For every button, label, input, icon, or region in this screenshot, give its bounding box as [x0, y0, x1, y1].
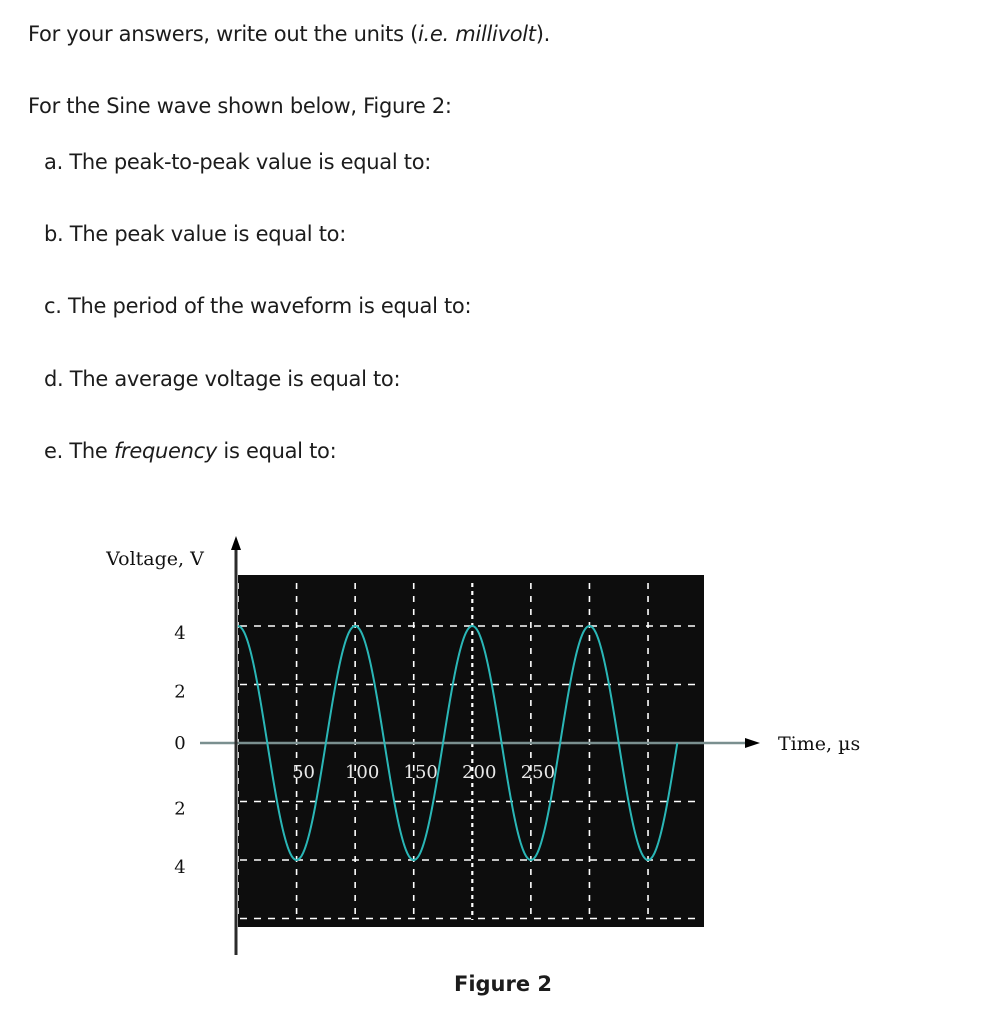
x-tick-label: 50	[292, 762, 316, 783]
question-text: The period of the waveform is equal to:	[68, 294, 472, 318]
x-tick-label: 200	[462, 762, 497, 783]
question-c	[44, 294, 471, 318]
question-letter: c.	[44, 294, 62, 318]
figure-caption: Figure 2	[453, 972, 553, 996]
instructions-example: i.e. millivolt	[418, 22, 536, 46]
instructions-prefix: For your answers, write out the units (	[28, 22, 418, 46]
question-letter: d.	[44, 367, 64, 391]
question-d	[44, 367, 400, 391]
y-tick-label: 4	[174, 623, 186, 644]
instructions-suffix: ).	[535, 22, 551, 46]
question-text: The peak-to-peak value is equal to:	[69, 150, 432, 174]
plot-background	[238, 575, 704, 927]
x-axis-label: Time, µs	[778, 733, 861, 755]
y-tick-labels	[174, 623, 185, 878]
question-a	[44, 150, 431, 174]
y-axis-label: Voltage, V	[106, 548, 204, 570]
instructions-text	[28, 22, 550, 46]
question-pre: The	[69, 439, 114, 463]
question-e	[44, 439, 336, 463]
question-header: For the Sine wave shown below, Figure 2:	[28, 94, 452, 118]
x-tick-label: 100	[344, 762, 380, 783]
sine-wave-chart	[0, 520, 989, 970]
x-axis-arrowhead	[745, 738, 760, 748]
question-letter: e.	[44, 439, 63, 463]
x-tick-label: 250	[520, 762, 556, 783]
question-b	[44, 222, 346, 246]
y-axis-arrowhead	[231, 536, 241, 550]
question-text: The peak value is equal to:	[69, 222, 346, 246]
question-letter: b.	[44, 222, 64, 246]
x-tick-label: 150	[403, 762, 438, 783]
question-post: is equal to:	[217, 439, 337, 463]
question-text: The average voltage is equal to:	[69, 367, 401, 391]
y-tick-label: 0	[174, 733, 186, 754]
question-letter: a.	[44, 150, 63, 174]
question-emph: frequency	[113, 439, 218, 463]
y-tick-label: 2	[174, 798, 186, 820]
y-tick-label: 4	[174, 857, 186, 878]
y-tick-label: 2	[174, 681, 186, 703]
